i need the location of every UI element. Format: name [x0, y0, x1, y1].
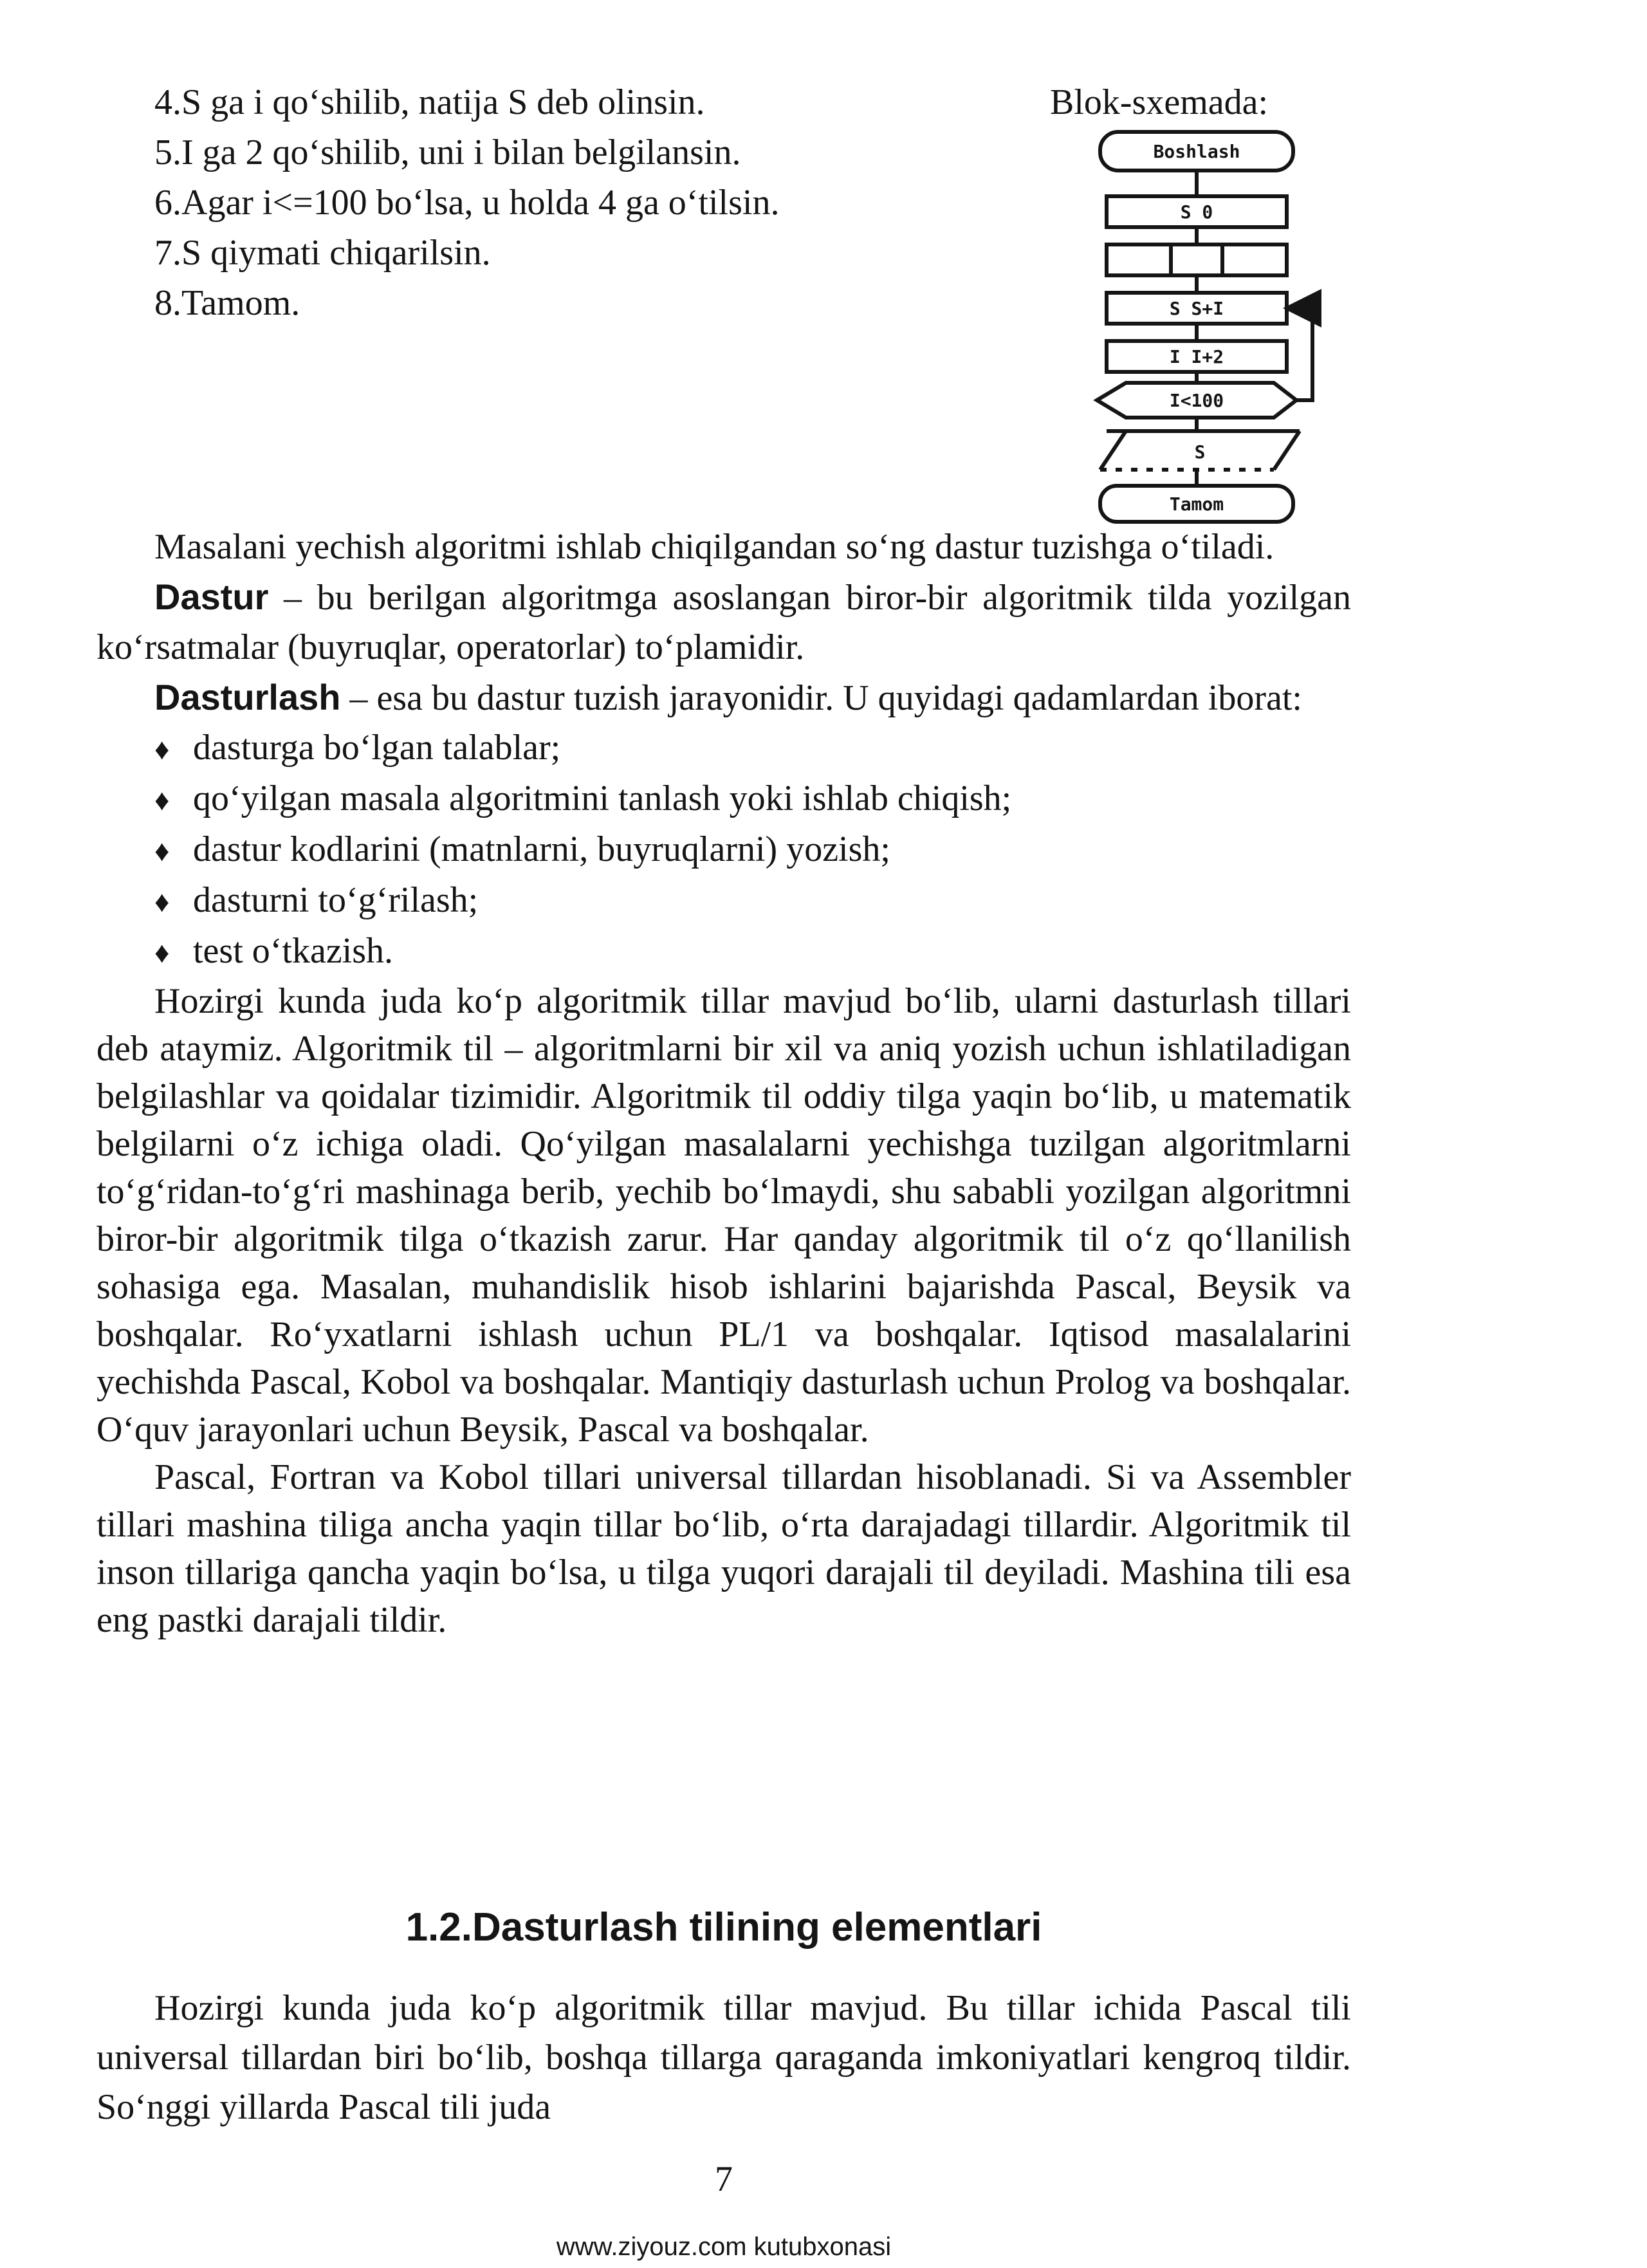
flow-increment-label: I I+2	[1169, 346, 1224, 367]
section-heading: 1.2.Dasturlash tilining elementlari	[405, 1905, 1042, 1950]
section-text	[97, 1984, 1351, 2132]
diamond-bullet-icon: ♦	[154, 885, 170, 918]
flow-start-label: Boshlash	[1153, 141, 1240, 162]
page-number: 7	[715, 2159, 733, 2199]
flow-condition-label: I<100	[1169, 390, 1224, 411]
footer-watermark: www.ziyouz.com kutubxonasi	[556, 2233, 892, 2261]
list-item: ♦ dasturga bo‘lgan talablar;	[154, 723, 1351, 774]
list-item: ♦ dastur kodlarini (matnlarni, buyruqlarni) yozish;	[154, 825, 1351, 876]
flowchart-caption: Blok-sxemada:	[1050, 82, 1269, 122]
step-4: 4.S ga i qo‘shilib, natija S deb olinsin.	[154, 82, 705, 122]
diamond-bullet-icon: ♦	[154, 784, 170, 816]
paragraph-language-levels: Pascal, Fortran va Kobol tillari universal tillardan hisoblanadi. Si va Assembler tillari mashina tiliga ancha yaqin tillar bo‘lib, o‘rta darajadagi tillardir. Algoritmik til inson tillariga qancha yaqin bo‘lsa, u tilga yuqori darajali til deyiladi. Mashina tili esa eng pastki darajali tildir.	[97, 1457, 1351, 1640]
list-item: ♦ test o‘tkazish.	[154, 927, 1351, 977]
diamond-bullet-icon: ♦	[154, 834, 170, 867]
paragraph-dasturlash-definition: Dasturlash – esa bu dastur tuzish jarayonidir. U quyidagi qadamlardan iborat:	[154, 677, 1302, 718]
flowchart	[1081, 122, 1325, 534]
paragraph-pascal-intro: Hozirgi kunda juda ko‘p algoritmik tillar mavjud. Bu tillar ichida Pascal tili universal tillardan biri bo‘lib, boshqa tillarga qaraganda imkoniyatlari kengroq tildir. So‘nggi yillarda Pascal tili juda	[97, 1988, 1351, 2127]
term-dastur: Dastur	[154, 576, 269, 617]
flow-end-label: Tamom	[1169, 493, 1224, 515]
step-6: 6.Agar i<=100 bo‘lsa, u holda 4 ga o‘tilsin.	[154, 183, 780, 223]
paragraph-algorithmic-languages: Hozirgi kunda juda ko‘p algoritmik tillar mavjud bo‘lib, ularni dasturlash tillari deb ataymiz. Algoritmik til – algoritmlarni bir xil va aniq yozish uchun ishlatiladigan belgilashlar va qoidalar tizimidir. Algoritmik til oddiy tilga yaqin bo‘lib, u matematik belgilarni o‘z ichiga oladi. Qo‘yilgan masalalarni yechishga tuzilgan algoritmlarni to‘g‘ridan-to‘g‘ri mashinaga berib, yechib bo‘lmaydi, shu sababli yozilgan algoritmni biror-bir algoritmik tilga o‘tkazish zarur. Har qanday algoritmik til o‘z qo‘llanilish sohasiga ega. Masalan, muhandislik hisob ishlarini bajarishda Pascal, Beysik va boshqalar. Ro‘yxatlarni ishlash uchun PL/1 va boshqalar. Iqtisod masalalarini yechishda Pascal, Kobol va boshqalar. Mantiqiy dasturlash uchun Prolog va boshqalar. O‘quv jarayonlari uchun Beysik, Pascal va boshqalar.	[97, 981, 1351, 1450]
diamond-bullet-icon: ♦	[154, 936, 170, 969]
list-item: ♦ qo‘yilgan masala algoritmini tanlash yoki ishlab chiqish;	[154, 774, 1351, 825]
diamond-bullet-icon: ♦	[154, 733, 170, 766]
main-text	[97, 522, 1351, 1644]
paragraph-dastur-definition: Dastur – bu berilgan algoritmga asoslangan biror-bir algoritmik tilda yozilgan ko‘rsatmalar (buyruqlar, operatorlar) to‘plamidir.	[97, 576, 1351, 667]
algorithm-steps	[154, 77, 779, 328]
list-item: ♦ dasturni to‘g‘rilash;	[154, 876, 1351, 927]
term-dasturlash: Dasturlash	[154, 677, 341, 717]
flow-process-box	[1107, 244, 1287, 275]
step-5: 5.I ga 2 qo‘shilib, uni i bilan belgilansin.	[154, 133, 741, 172]
paragraph-transition: Masalani yechish algoritmi ishlab chiqilgandan so‘ng dastur tuzishga o‘tiladi.	[154, 527, 1274, 567]
step-7: 7.S qiymati chiqarilsin.	[154, 233, 491, 273]
flow-init-s-label: S 0	[1180, 201, 1213, 223]
step-8: 8.Tamom.	[154, 283, 300, 323]
steps-bullet-list	[97, 723, 1351, 977]
flow-sum-label: S S+I	[1169, 298, 1224, 319]
flow-output-label: S	[1194, 441, 1206, 463]
